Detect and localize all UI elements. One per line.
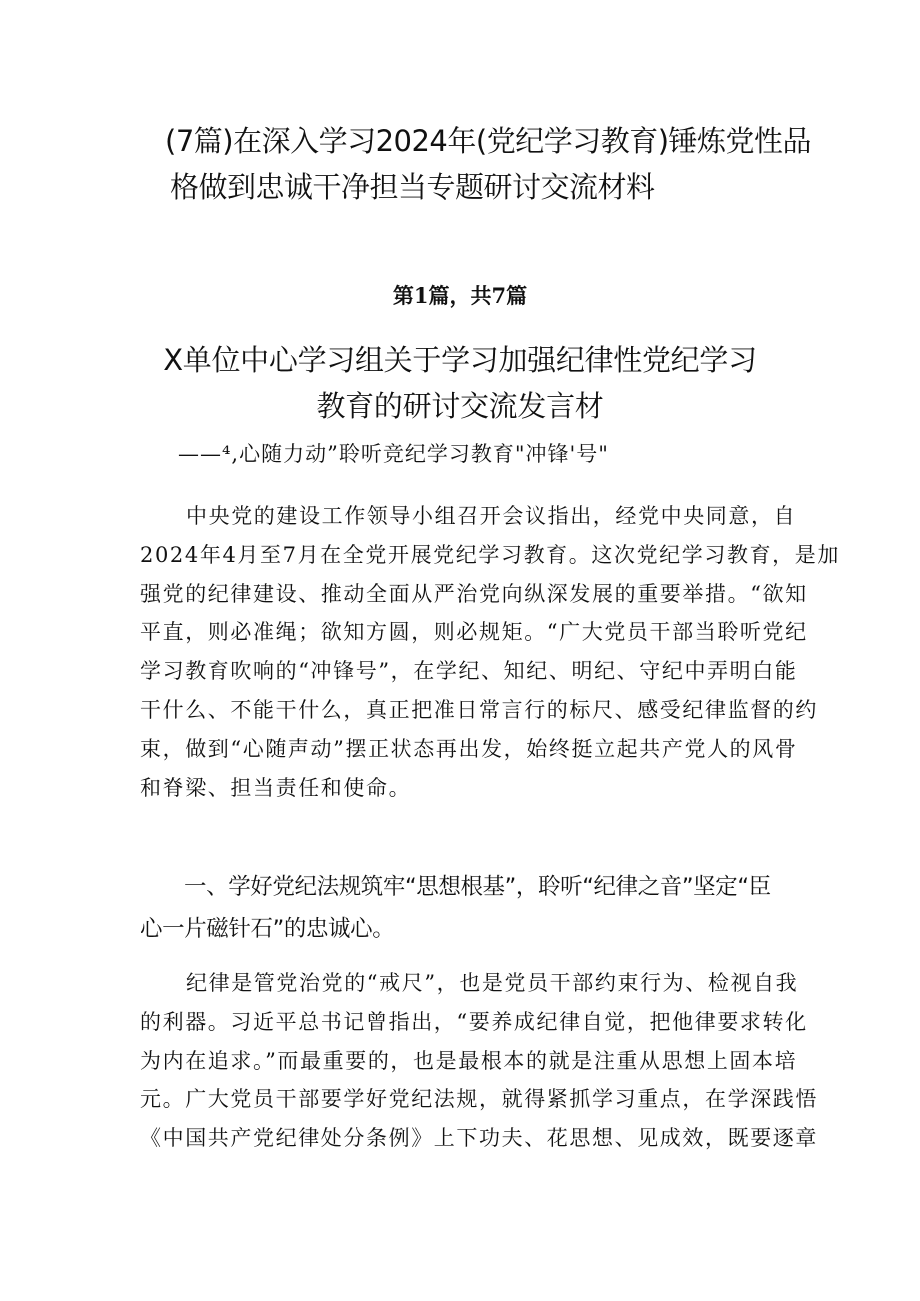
paragraph-line: 元。广大党员干部要学好党纪法规，就得紧抓学习重点，在学深践悟 bbox=[140, 1087, 818, 1112]
paragraph-line: 学习教育吹响的“冲锋号”，在学纪、知纪、明纪、守纪中弄明白能 bbox=[140, 659, 798, 684]
article-title bbox=[0, 337, 920, 429]
body-paragraph-1 bbox=[140, 497, 840, 807]
section-heading-line-2: 心一片磁针石”的忠诚心。 bbox=[140, 916, 395, 942]
paragraph-line: 中央党的建设工作领导小组召开会议指出，经党中央同意，自 bbox=[186, 504, 797, 528]
section-heading-line-1: 一、学好党纪法规筑牢“思想根基”，聆听“纪律之音”坚定“臣 bbox=[184, 874, 771, 900]
paragraph-line: 束，做到“心随声动”摆正状态再出发，始终挺立起共产党人的风骨 bbox=[140, 736, 798, 761]
paragraph-line: 的利器。习近平总书记曾指出，“要养成纪律自觉，把他律要求转化 bbox=[140, 1009, 808, 1034]
paragraph-line: 为内在追求。”而最重要的，也是最根本的就是注重从思想上固本培 bbox=[140, 1048, 798, 1073]
paragraph-line: 干什么、不能干什么，真正把准日常言行的标尺、感受纪律监督的约 bbox=[140, 697, 818, 722]
article-subtitle: ——⁴,心随力动”聆听竞纪学习教育"冲锋'号" bbox=[178, 442, 609, 466]
article-title-line-2: 教育的研讨交流发言材 bbox=[316, 389, 604, 423]
part-indicator: 第1篇，共7篇 bbox=[392, 283, 528, 308]
paragraph-line: 《中国共产党纪律处分条例》上下功夫、花思想、见成效，既要逐章 bbox=[140, 1126, 818, 1151]
document-title-line-2: 格做到忠诚干净担当专题研讨交流材料 bbox=[170, 170, 655, 204]
paragraph-line: 纪律是管党治党的“戒尺”，也是党员干部约束行为、检视自我 bbox=[186, 971, 799, 995]
document-title bbox=[165, 118, 812, 210]
paragraph-line: 和脊梁、担当责任和使命。 bbox=[140, 775, 412, 800]
article-title-line-1: X单位中心学习组关于学习加强纪律性党纪学习 bbox=[163, 343, 757, 377]
paragraph-line: 强党的纪律建设、推动全面从严治党向纵深发展的重要举措。“欲知 bbox=[140, 581, 808, 606]
paragraph-line: 2024年4月至7月在全党开展党纪学习教育。这次党纪学习教育，是加 bbox=[140, 542, 840, 567]
section-heading-1 bbox=[140, 866, 800, 950]
paragraph-line: 平直，则必准绳；欲知方圆，则必规矩。“广大党员干部当聆听党纪 bbox=[140, 620, 808, 645]
body-paragraph-2 bbox=[140, 964, 818, 1158]
document-title-line-1: (7篇)在深入学习2024年(党纪学习教育)锤炼党性品 bbox=[165, 124, 812, 158]
